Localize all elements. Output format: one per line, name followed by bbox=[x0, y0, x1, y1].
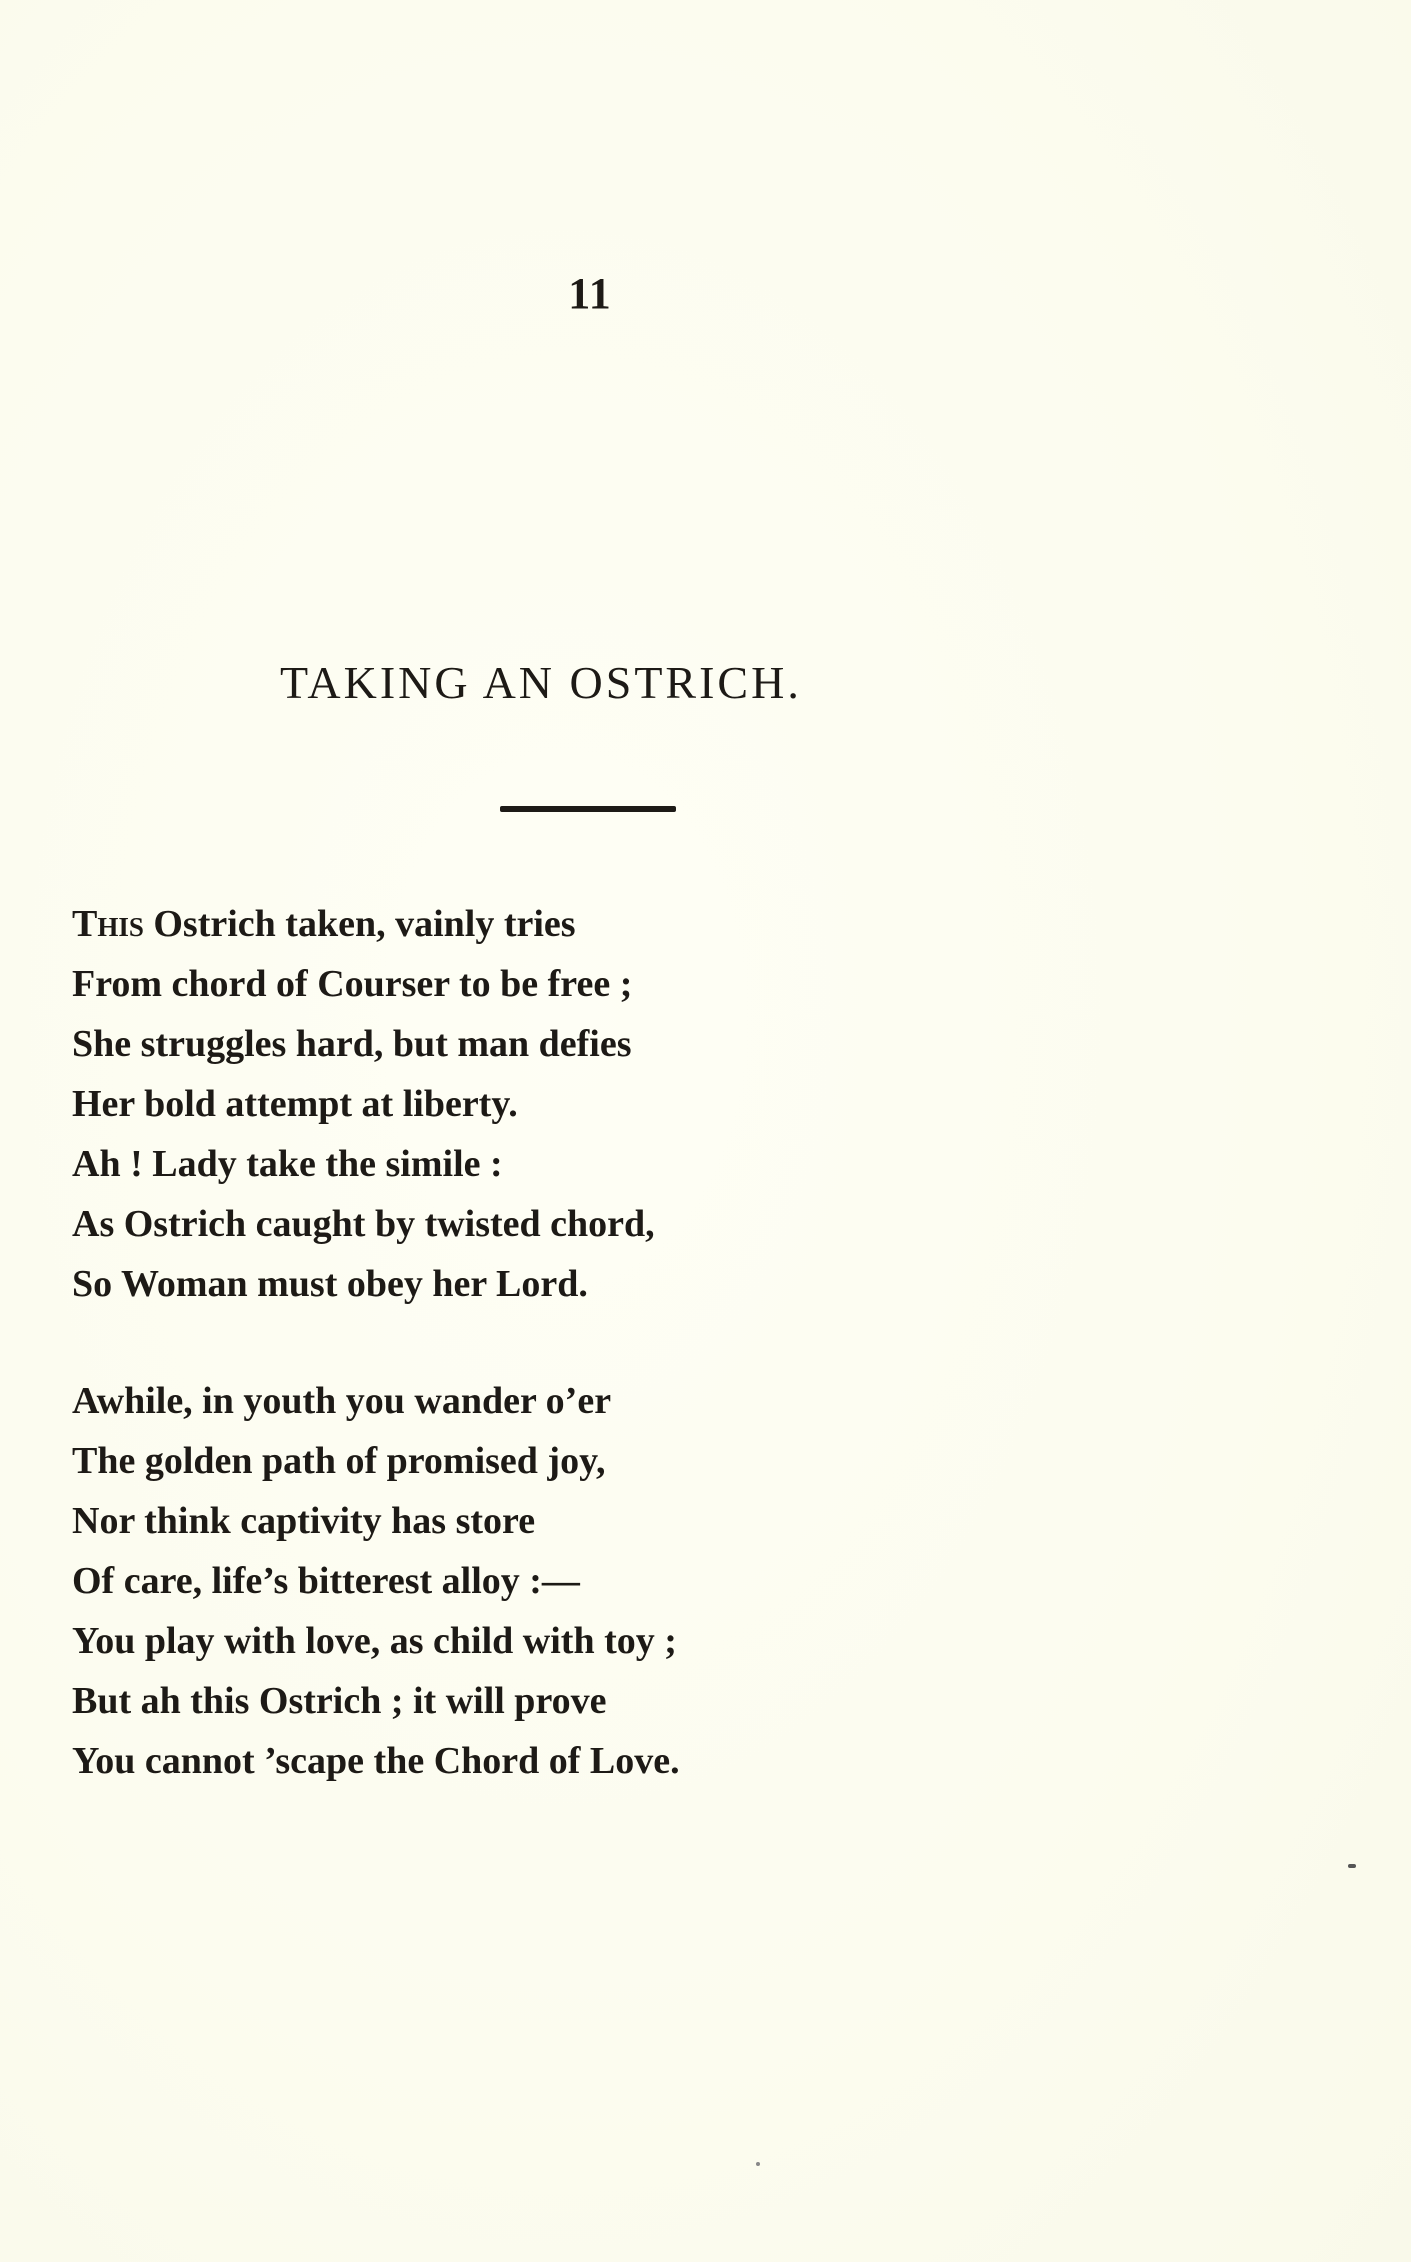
stanza-1 bbox=[72, 894, 872, 1314]
poem-line bbox=[72, 894, 872, 954]
opening-word: This bbox=[72, 903, 144, 945]
poem-line: The golden path of promised joy, bbox=[72, 1440, 606, 1482]
poem-line: Ah ! Lady take the simile : bbox=[72, 1143, 503, 1185]
poem-line: You cannot ’scape the Chord of Love. bbox=[72, 1740, 680, 1782]
poem-line: She struggles hard, but man defies bbox=[72, 1023, 632, 1065]
poem-line: Of care, life’s bitterest alloy :— bbox=[72, 1560, 580, 1602]
poem-line: Awhile, in youth you wander o’er bbox=[72, 1380, 612, 1422]
poem-line: As Ostrich caught by twisted chord, bbox=[72, 1203, 655, 1245]
poem-line: Her bold attempt at liberty. bbox=[72, 1083, 518, 1125]
poem-line: From chord of Courser to be free ; bbox=[72, 963, 633, 1005]
poem-line: Nor think captivity has store bbox=[72, 1500, 536, 1542]
poem-line: So Woman must obey her Lord. bbox=[72, 1263, 588, 1305]
poem-title: TAKING AN OSTRICH. bbox=[280, 657, 802, 708]
paper-speck bbox=[756, 2162, 760, 2166]
title-divider bbox=[500, 806, 676, 812]
page-number: 11 bbox=[568, 269, 612, 318]
opening-line-text: Ostrich taken, vainly tries bbox=[143, 903, 576, 945]
poem-line: You play with love, as child with toy ; bbox=[72, 1620, 677, 1662]
stanza-2 bbox=[72, 1371, 872, 1791]
poem-line: But ah this Ostrich ; it will prove bbox=[72, 1680, 607, 1722]
paper-speck bbox=[1348, 1864, 1356, 1868]
